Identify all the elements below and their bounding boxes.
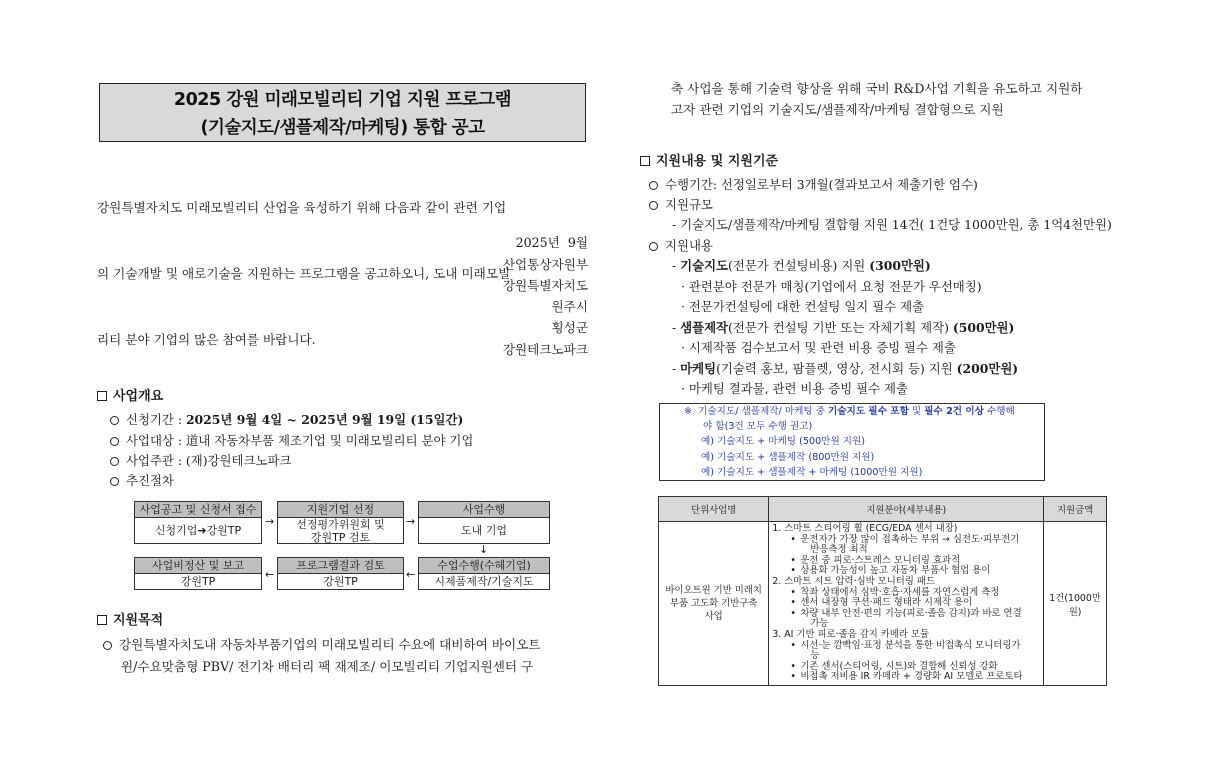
overview-host: [110, 452, 291, 470]
note-example: 예) 기술지도 + 샘플제작 + 마케팅 (1000만원 지원): [701, 467, 923, 478]
flow-step-review: [277, 557, 404, 590]
tech-desc: (전문가 컨설팅비용) 지원: [728, 258, 870, 273]
detail-line: • 시선·눈 깜빡임·표정 분석을 통한 비접촉식 모니터링가: [772, 641, 1040, 652]
org-name: 원주시: [551, 299, 588, 314]
arrow-left-icon: ←: [265, 568, 275, 581]
purpose-text: 강원특별자치도내 자동차부품기업의 미래모빌리티 수요에 대비하여 바이오트: [119, 637, 541, 652]
flow-step-head: 수업수행(수혜기업): [419, 558, 549, 574]
marketing-amount: (200만원): [956, 361, 1019, 376]
detail-heading: 3. AI 기반 피로·졸음 감지 카메라 모듈: [772, 628, 930, 640]
category-line: 사업: [704, 611, 723, 622]
flow-step-body: 강원TP: [180, 575, 216, 588]
flow-step-head: 지원기업 선정: [278, 502, 403, 518]
detail-line: • 상용화 가능성이 높고 자동차 부품사 협업 용이: [772, 566, 1040, 577]
sample-bullet: · 시제작품 검수보고서 및 관련 비용 증빙 필수 제출: [681, 340, 956, 355]
marketing-desc: (기술력 홍보, 팜플렛, 영상, 전시회 등) 지원: [716, 361, 957, 376]
table-header: 단위사업명: [659, 497, 769, 522]
purpose-line: [103, 636, 540, 654]
table-header: 지원분야(세부내용): [769, 497, 1044, 522]
sample-name: 샘플제작: [680, 320, 729, 335]
note-example: 예) 기술지도 + 샘플제작 (800만원 지원): [701, 452, 875, 463]
purpose-heading: [97, 609, 163, 628]
circle-bullet-icon: [110, 437, 119, 446]
tech-bullet: · 전문가컨설팅에 대한 컨설팅 일지 필수 제출: [681, 299, 925, 314]
flow-step-head: 사업비정산 및 보고: [135, 558, 261, 574]
intro-line: 의 기술개발 및 애로기술을 지원하는 프로그램을 공고하오니, 도내 미래모빌: [97, 266, 511, 281]
amount-cell: 1건(1000만원): [1044, 522, 1107, 686]
announcement-date: 2025년 9월: [515, 235, 588, 250]
intro-line: 강원특별자치도 미래모빌리티 산업을 육성하기 위해 다음과 같이 관련 기업: [97, 200, 507, 215]
arrow-left-icon: ←: [406, 568, 416, 581]
detail-line: • 차량 내부 안전·편의 기능(피로·졸음 감지)과 바로 연결: [772, 609, 1040, 620]
circle-bullet-icon: [649, 242, 658, 251]
marketing-name: 마케팅: [680, 361, 717, 376]
marketing-bullet: · 마케팅 결과물, 관련 비용 증빙 필수 제출: [681, 381, 908, 396]
category-cell: [659, 522, 769, 686]
note-example: 예) 기술지도 + 마케팅 (500만원 지원): [701, 436, 866, 447]
host-text: 사업주관 : (재)강원테크노파크: [126, 453, 292, 468]
flow-step-body: 도내 기업: [460, 524, 507, 537]
target-text: 사업대상 : 道내 자동차부품 제조기업 및 미래모빌리티 분야 기업: [126, 433, 474, 448]
circle-bullet-icon: [110, 457, 119, 466]
marketing-item: - 마케팅(기술력 홍보, 팜플렛, 영상, 전시회 등) 지원 (200만원): [672, 361, 1019, 376]
table-header: 지원금액: [1044, 497, 1107, 522]
detail-line: 반응측정 최적: [810, 544, 868, 556]
flow-step-body: 선정평가위원회 및: [296, 518, 385, 531]
sample-amount: (500만원): [952, 320, 1015, 335]
detail-line: • 센서 내장형 쿠션·패드 형태라 시제작 용이: [772, 598, 1040, 609]
org-name: 산업통상자원부: [502, 257, 588, 272]
title-line-2: (기술지도/샘플제작/마케팅) 통합 공고: [200, 118, 485, 138]
support-heading: [640, 150, 778, 169]
detail-line: 가능: [810, 618, 829, 630]
purpose-line: 축 사업을 통해 기술력 향상을 위해 국비 R&D사업 기획을 유도하고 지원하: [671, 81, 1083, 96]
overview-procedure: [110, 472, 174, 490]
detail-line: • 기존 센서(스티어링, 시트)와 결합해 신뢰성 강화: [772, 662, 1040, 673]
arrow-down-icon: ↓: [479, 543, 489, 556]
detail-line: • 운전 중 피로·스트레스 모니터링 효과적: [772, 556, 1040, 567]
circle-bullet-icon: [649, 201, 658, 210]
circle-bullet-icon: [103, 641, 112, 650]
checkbox-square-icon: [97, 391, 107, 401]
note-line: 야 함(3건 모두 수행 권고): [703, 421, 813, 432]
flow-step-body: 시제품제작/기술지도: [434, 575, 534, 588]
overview-period: [110, 411, 463, 429]
org-name: 강원테크노파크: [502, 342, 588, 357]
tech-name: 기술지도: [680, 258, 729, 273]
flow-step-body: 신청기업➜강원TP: [154, 524, 242, 537]
procedure-text: 추진절차: [126, 473, 174, 488]
support-table: [658, 496, 1107, 686]
purpose-line: 고자 관련 기업의 기술지도/샘플제작/마케팅 결합형으로 지원: [671, 102, 1004, 117]
note-box: [659, 403, 1045, 481]
detail-heading: 1. 스마트 스티어링 휠 (ECG/EDA 센서 내장): [772, 523, 958, 534]
detail-line: • 비접촉 저비용 IR 카메라 + 경량화 AI 모델로 프로토타: [772, 672, 1040, 683]
support-scale: [649, 196, 713, 214]
overview-heading: [97, 385, 163, 404]
overview-target: [110, 432, 473, 450]
checkbox-square-icon: [640, 156, 650, 166]
sample-desc: (전문가 컨설팅 기반 또는 자체기획 제작): [728, 320, 953, 335]
category-line: 바이오트윈 기반 미래치: [665, 585, 762, 596]
announcement-title-box: [99, 83, 586, 142]
support-period: [649, 176, 978, 194]
flow-step-head: 사업수행: [419, 502, 549, 518]
table-row: [659, 522, 1107, 686]
tech-guidance-item: - 기술지도(전문가 컨설팅비용) 지원 (300만원): [672, 258, 931, 273]
flow-step-settlement: [134, 557, 262, 590]
detail-line: • 착좌 상태에서 심박·호흡·자세를 자연스럽게 측정: [772, 588, 1040, 599]
intro-line: 리티 분야 기업의 많은 참여를 바랍니다.: [97, 332, 316, 347]
sample-item: - 샘플제작(전문가 컨설팅 기반 또는 자체기획 제작) (500만원): [672, 320, 1015, 335]
period-label: 신청기간 :: [126, 412, 186, 427]
support-content: [649, 237, 713, 255]
support-scale-detail: - 기술지도/샘플제작/마케팅 결합형 지원 14건( 1건당 1000만원, 총 1억4천만원): [672, 217, 1112, 232]
title-line-1: 2025 강원 미래모빌리티 기업 지원 프로그램: [173, 90, 512, 110]
support-content-label: 지원내용: [665, 238, 713, 253]
detail-line: 능: [810, 650, 820, 662]
flow-step-beneficiary: [418, 557, 550, 590]
flow-step-body: 강원TP 검토: [310, 531, 371, 544]
overview-heading-text: 사업개요: [113, 389, 164, 404]
support-heading-text: 지원내용 및 지원기준: [656, 154, 779, 169]
flow-step-execution: [418, 501, 550, 544]
flow-step-selection: [277, 501, 404, 544]
circle-bullet-icon: [110, 416, 119, 425]
tech-amount: (300만원): [869, 258, 931, 273]
support-scale-label: 지원규모: [665, 197, 713, 212]
period-value: 2025년 9월 4일 ~ 2025년 9월 19일 (15일간): [185, 412, 464, 427]
detail-cell: [769, 522, 1044, 686]
flow-step-head: 사업공고 및 신청서 접수: [135, 502, 261, 518]
flow-step-application: [134, 501, 262, 544]
circle-bullet-icon: [110, 477, 119, 486]
detail-heading: 2. 스마트 시트 압력·심박 모니터링 패드: [772, 575, 935, 587]
org-name: 강원특별자치도: [502, 278, 588, 293]
table-header-row: [659, 497, 1107, 522]
note-line: ※ 기술지도/ 샘플제작/ 마케팅 중 기술지도 필수 포함 및 필수 2건 이상 수행해: [684, 406, 1015, 417]
category-line: 부품 고도화 기반구축: [669, 598, 758, 609]
tech-bullet: · 관련분야 전문가 매칭(기업에서 요청 전문가 우선매칭): [681, 279, 982, 294]
support-period-text: 수행기간: 선정일로부터 3개월(결과보고서 제출기한 엄수): [665, 177, 978, 192]
checkbox-square-icon: [97, 615, 107, 625]
flow-step-head: 프로그램결과 검토: [278, 558, 403, 574]
purpose-line: 윈/수요맞춤형 PBV/ 전기차 배터리 팩 재제조/ 이모빌리티 기업지원센터 구: [121, 659, 534, 674]
org-name: 횡성군: [551, 320, 588, 335]
purpose-heading-text: 지원목적: [113, 613, 164, 628]
arrow-right-icon: →: [265, 515, 275, 528]
arrow-right-icon: →: [406, 515, 416, 528]
circle-bullet-icon: [649, 181, 658, 190]
detail-line: • 운전자가 가장 많이 접촉하는 부위 → 심전도·피부전기: [772, 535, 1040, 546]
flow-step-body: 강원TP: [323, 575, 358, 588]
